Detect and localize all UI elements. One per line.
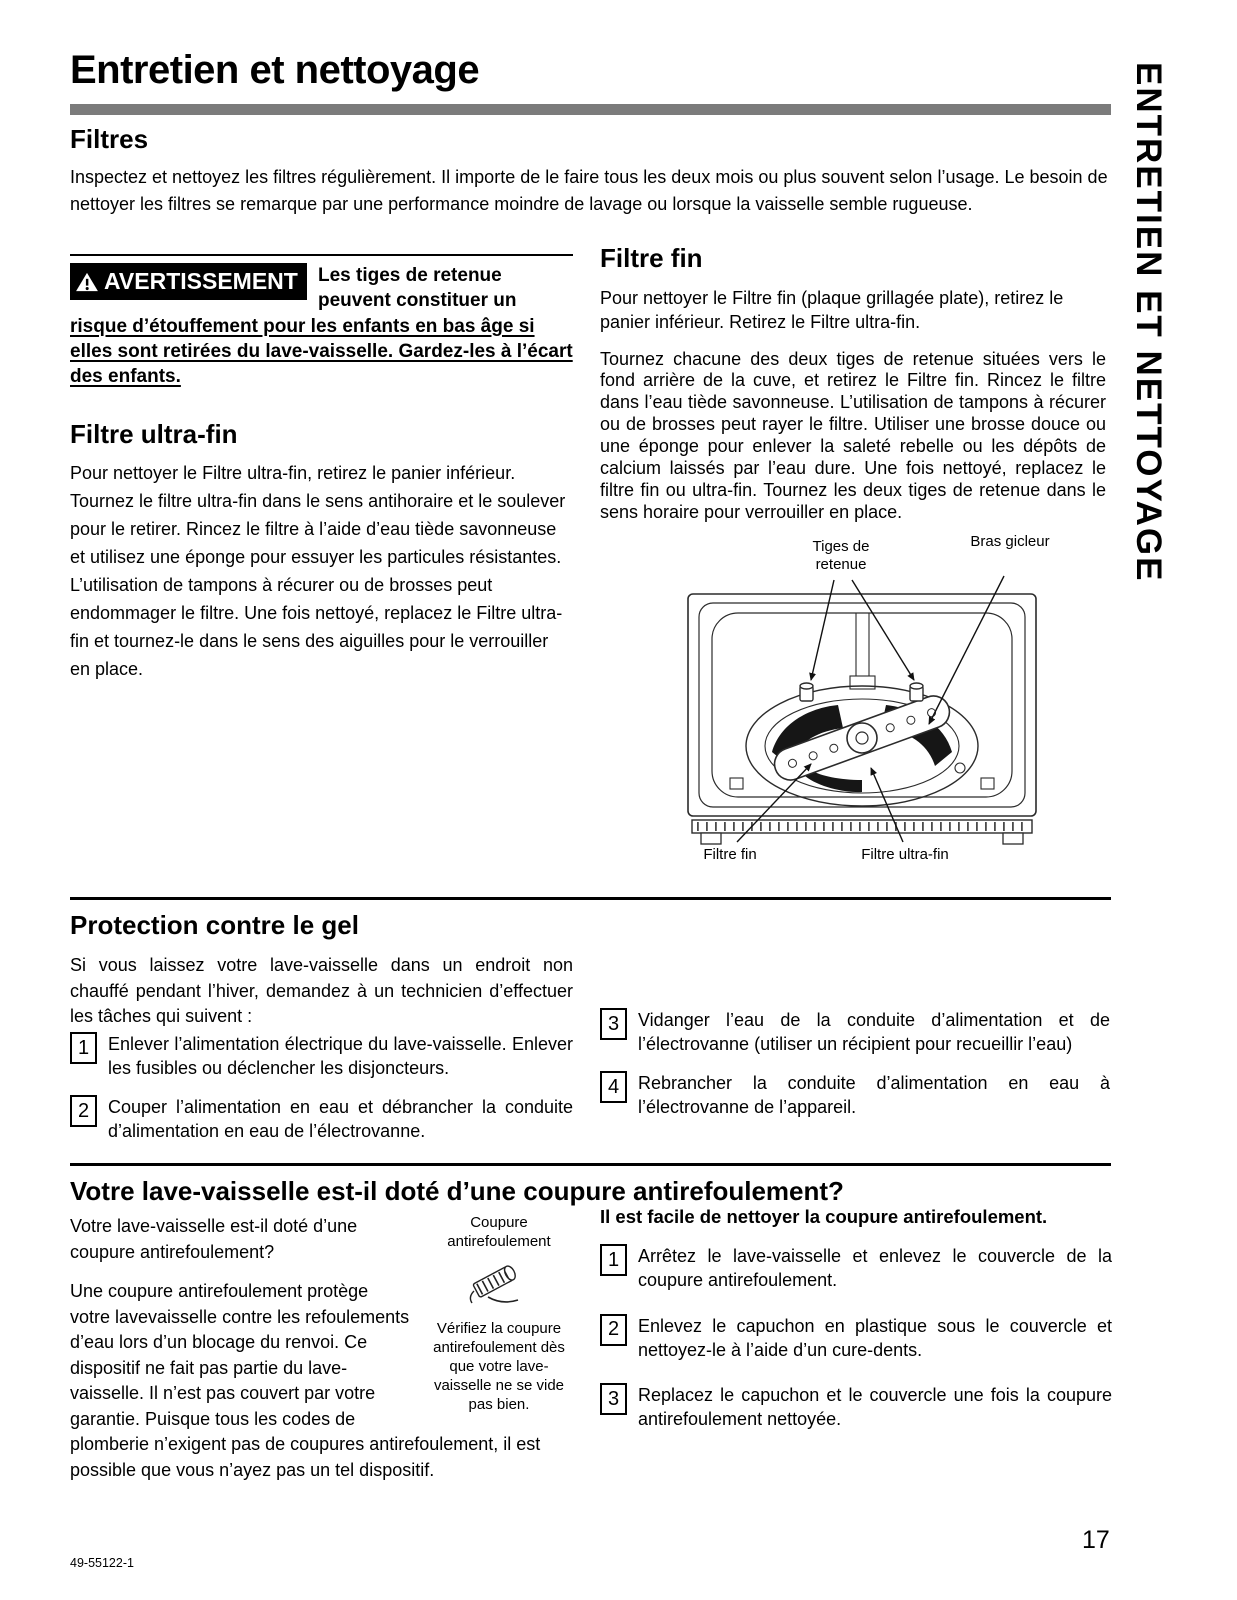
filtres-body: Inspectez et nettoyez les filtres régulièrement. Il importe de le faire tous les deux mois ou plus souvent selon l’usage. Le besoin de nettoyer les filtres se remarque par une performance moindre de lavage ou lorsque la vaisselle semble rugueuse.	[70, 167, 1108, 215]
airgap-figure-label: Coupure antirefoulement	[447, 1214, 551, 1250]
filtres-heading: Filtres	[70, 124, 149, 154]
step-number-box: 3	[600, 1383, 627, 1415]
airgap-paragraph-2: Une coupure antirefoulement protège votre lavevaisselle contre les refoulements d’eau lors d’un blocage du renvoi. Ce dispositif ne fait pas partie du lave-vaisselle. Il n’est pas couvert par votre garantie. Puisque tous les codes de plomberie n’exigent pas de coupures antirefoulement, il est possible que vous n’ayez pas un tel dispositif.	[70, 1281, 541, 1480]
warning-label-text: AVERTISSEMENT	[104, 268, 298, 294]
step-number-box: 2	[600, 1314, 627, 1346]
dishwasher-tub-diagram	[600, 528, 1112, 896]
tub-drawing	[600, 528, 1112, 896]
airgap-step-1	[600, 1244, 1112, 1293]
step-number-box: 4	[600, 1071, 627, 1103]
label-ultra-fine-filter: Filtre ultra-fin	[861, 846, 949, 863]
freeze-step-1	[70, 1032, 573, 1081]
section-divider	[70, 1163, 1111, 1166]
step-text: Rebrancher la conduite d’alimentation en eau à l’électrovanne de l’appareil.	[638, 1073, 1110, 1118]
fine-filter-heading: Filtre fin	[600, 243, 703, 273]
air-gap-icon	[460, 1257, 538, 1309]
airgap-figure-caption: Vérifiez la coupure antirefoulement dès que votre lave-vaisselle ne se vide pas bien.	[433, 1319, 565, 1414]
freeze-step-2	[70, 1095, 573, 1144]
warning-text-lead: Les tiges de retenue peuvent constituer un	[318, 265, 517, 312]
step-text: Replacez le capuchon et le couvercle une fois la coupure antirefoulement nettoyée.	[638, 1385, 1112, 1430]
airgap-left-column	[70, 1214, 575, 1483]
airgap-figure	[423, 1214, 575, 1414]
document-code: 49-55122-1	[70, 1556, 134, 1570]
section-divider	[70, 897, 1111, 900]
chapter-side-label: ENTRETIEN ET NETTOYAGE	[1129, 62, 1168, 583]
warning-triangle-icon	[75, 272, 99, 292]
right-column	[600, 243, 1106, 523]
step-number-box: 1	[600, 1244, 627, 1276]
freeze-intro: Si vous laissez votre lave-vaisselle dans un endroit non chauffé pendant l’hiver, demandez à un technicien d’effectuer les tâches qui suivent :	[70, 955, 573, 1027]
airgap-heading: Votre lave-vaisselle est-il doté d’une coupure antirefoulement?	[70, 1176, 844, 1206]
label-fine-filter: Filtre fin	[703, 846, 757, 863]
step-number-box: 2	[70, 1095, 97, 1127]
airgap-paragraph-1: Votre lave-vaisselle est-il doté d’une coupure antirefoulement?	[70, 1216, 358, 1262]
warning-text-rest: risque d’étouffement pour les enfants en bas âge si elles sont retirées du lave-vaisselle. Gardez-les à l’écart des enfants.	[70, 315, 573, 388]
label-spray-arm: Bras gicleur	[970, 533, 1050, 550]
freeze-step-3	[600, 1008, 1110, 1057]
ultra-fine-heading: Filtre ultra-fin	[70, 419, 238, 450]
step-number-box: 1	[70, 1032, 97, 1064]
fine-filter-paragraph-2: Tournez chacune des deux tiges de retenue situées vers le fond arrière de la cuve, et retirez le Filtre fin. Rincez le filtre dans l’eau tiède savonneuse. L’utilisation de tampons à récurer ou de brosses peut rayer le filtre. Utiliser une brosse douce ou une éponge pour enlever la saleté rebelle ou les dépôts de calcium laissés par l’eau dure. Une fois nettoyé, replacez le filtre fin ou ultra-fin. Tournez les deux tiges de retenue dans le sens horaire pour verrouiller en place.	[600, 348, 1106, 522]
freeze-step-4	[600, 1071, 1110, 1120]
step-text: Arrêtez le lave-vaisselle et enlevez le couvercle de la coupure antirefoulement.	[638, 1246, 1112, 1291]
airgap-steps-heading: Il est facile de nettoyer la coupure antirefoulement.	[600, 1206, 1048, 1227]
airgap-step-2	[600, 1314, 1112, 1363]
section-filtres	[70, 124, 1111, 219]
page-number: 17	[1082, 1526, 1110, 1554]
step-number-box: 3	[600, 1008, 627, 1040]
step-text: Enlevez le capuchon en plastique sous le couvercle et nettoyez-le à l’aide d’un cure-dents.	[638, 1315, 1112, 1360]
fine-filter-paragraph-1: Pour nettoyer le Filtre fin (plaque grillagée plate), retirez le panier inférieur. Retirez le Filtre ultra-fin.	[600, 288, 1064, 333]
label-retaining-stems: Tiges de retenue	[812, 538, 870, 573]
airgap-right-column	[600, 1206, 1112, 1453]
airgap-step-3	[600, 1383, 1112, 1432]
left-column	[70, 254, 573, 683]
warning-label	[70, 263, 307, 300]
freeze-heading: Protection contre le gel	[70, 910, 359, 940]
ultra-fine-body: Pour nettoyer le Filtre ultra-fin, retirez le panier inférieur. Tournez le filtre ultra-fin dans le sens antihoraire et le soulever pour le retirer. Rincez le filtre à l’aide d’eau tiède savonneuse et utilisez une éponge pour essuyer les particules résistantes. L’utilisation de tampons à récurer ou de brosses peut endommager le filtre. Une fois nettoyé, replacez le Filtre ultra-fin et tournez-le dans le sens des aiguilles pour le verrouiller en place.	[70, 463, 566, 679]
warning-box	[70, 254, 573, 389]
page-title: Entretien et nettoyage	[70, 48, 480, 92]
step-text: Vidanger l’eau de la conduite d’alimentation et de l’électrovanne (utiliser un récipient pour recueillir l’eau)	[638, 1010, 1110, 1055]
step-text: Couper l’alimentation en eau et débrancher la conduite d’alimentation en eau de l’électrovanne.	[108, 1097, 573, 1142]
leader-arrows	[737, 576, 1004, 842]
step-text: Enlever l’alimentation électrique du lave-vaisselle. Enlever les fusibles ou déclencher les disjoncteurs.	[108, 1034, 573, 1079]
title-underline	[70, 104, 1111, 115]
